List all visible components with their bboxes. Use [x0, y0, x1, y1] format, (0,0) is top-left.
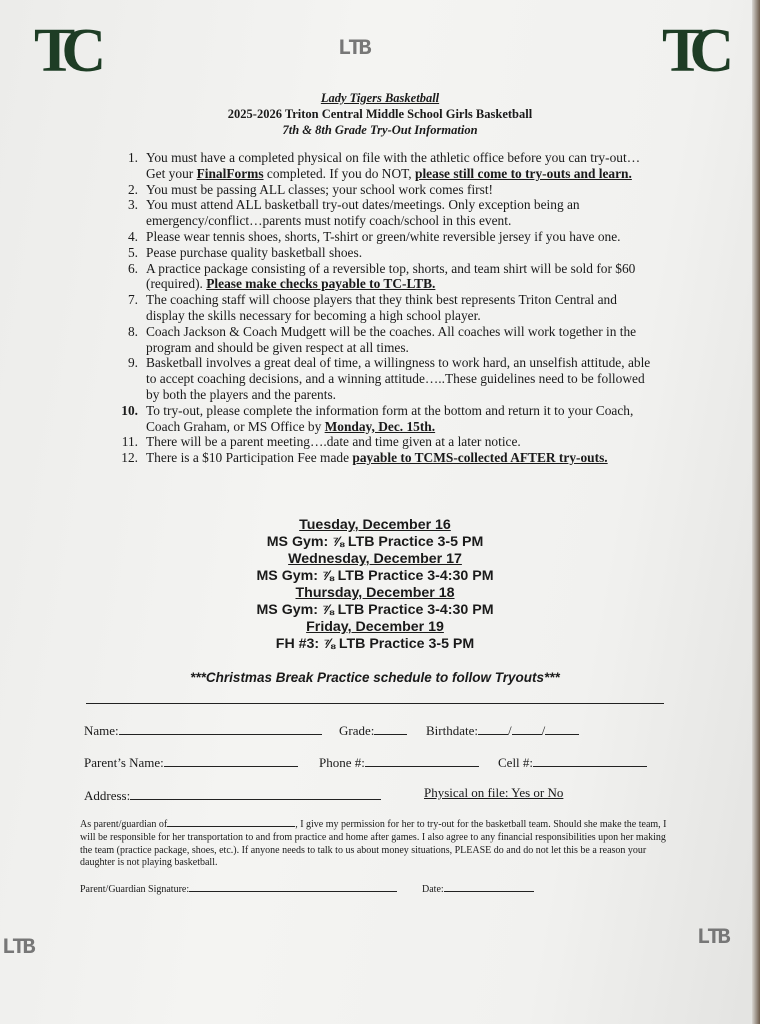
address-field[interactable]: Address:	[84, 787, 381, 804]
schedule-day: Tuesday, December 16	[299, 517, 451, 533]
rule-item	[118, 450, 658, 466]
rule-item	[118, 434, 658, 450]
schedule-day: Wednesday, December 17	[288, 551, 462, 567]
document-title: 2025-2026 Triton Central Middle School Girls Basketball	[227, 107, 533, 121]
rule-item	[118, 403, 658, 435]
rule-emphasis: FinalForms	[196, 165, 264, 181]
document-subtitle: 7th & 8th Grade Try-Out Information	[282, 123, 478, 137]
rule-number: 8.	[127, 323, 138, 339]
tc-logo-top-right: TC	[662, 17, 721, 85]
rule-text: You must have a completed physical on file with the athletic office before you can try-out…Get your	[146, 150, 641, 181]
daughter-name-field[interactable]	[167, 817, 295, 827]
tc-logo-top-left: TC	[34, 17, 93, 85]
schedule-day: Friday, December 19	[306, 619, 444, 635]
rule-text: Please wear tennis shoes, shorts, T-shirt or green/white reversible jersey if you have one.	[146, 228, 621, 244]
rule-text: The coaching staff will choose players that they think best represents Triton Central and display the skills necessary for becoming a high school player.	[146, 292, 617, 323]
rule-text: You must be passing ALL classes; your school work comes first!	[146, 181, 494, 197]
rule-number: 2.	[127, 181, 138, 197]
rule-text: Coach Jackson & Coach Mudgett will be the coaches. All coaches will work together in the program and should be given respect at all times.	[146, 323, 637, 355]
rule-item	[118, 324, 658, 356]
rule-number: 5.	[127, 244, 138, 260]
rule-text: To try-out, please complete the information form at the bottom and return it to your Coach, Coach Graham, or MS Office by	[146, 402, 634, 434]
ltb-logo-bottom-right: LTB	[697, 925, 728, 950]
rule-item	[118, 292, 658, 324]
rule-item	[118, 182, 658, 198]
tryout-schedule	[0, 517, 750, 653]
name-field[interactable]: Name:	[84, 722, 322, 739]
rule-number: 6.	[127, 260, 138, 276]
schedule-detail: MS Gym: ⅞ LTB Practice 3-4:30 PM	[256, 602, 494, 618]
rule-number: 10.	[121, 402, 138, 418]
rule-emphasis: Please make checks payable to TC-LTB.	[206, 276, 436, 292]
rule-text: Pease purchase quality basketball shoes.	[146, 244, 363, 260]
ltb-logo-top: LTB	[338, 36, 369, 61]
schedule-detail: MS Gym: ⅞ LTB Practice 3-4:30 PM	[256, 568, 494, 584]
schedule-detail: MS Gym: ⅞ LTB Practice 3-5 PM	[266, 534, 484, 550]
rule-item	[118, 245, 658, 261]
rule-emphasis: Monday, Dec. 15th.	[324, 418, 436, 434]
rule-item	[118, 229, 658, 245]
rule-text: There will be a parent meeting….date and time given at a later notice.	[146, 434, 521, 450]
rule-number: 9.	[127, 355, 138, 371]
rule-item	[118, 150, 658, 182]
document-header	[0, 90, 760, 138]
rule-item	[118, 355, 658, 402]
rule-number: 1.	[127, 150, 138, 165]
rule-number: 11.	[121, 434, 138, 450]
team-name: Lady Tigers Basketball	[320, 91, 440, 105]
consent-paragraph: As parent/guardian of , I give my permission for her to try-out for the basketball team. Should she make the team, I will be responsible for her transportation to and from practice and home after games. I also agree to any financial responsibilities upon her making the team (practice package, shoes, etc.). If anyone needs to talk to us about money situations, PLEASE do and do not let this be a reason your daughter is not playing basketball.	[80, 819, 667, 869]
parent-name-field[interactable]: Parent’s Name:	[84, 754, 298, 771]
photo-edge	[752, 0, 760, 1024]
rules-list	[118, 150, 658, 466]
rule-text: You must attend ALL basketball try-out dates/meetings. Only exception being an emergency/conflict…parents must notify coach/school in this event.	[146, 197, 580, 229]
rule-text: completed. If you do NOT,	[263, 165, 416, 181]
ltb-logo-bottom-left: LTB	[2, 935, 33, 960]
schedule-detail: FH #3: ⅞ LTB Practice 3-5 PM	[275, 636, 475, 652]
rule-item	[118, 261, 658, 293]
rule-number: 3.	[127, 197, 138, 213]
phone-field[interactable]: Phone #:	[319, 754, 479, 771]
physical-on-file-field[interactable]: Physical on file: Yes or No	[424, 785, 564, 800]
divider	[86, 703, 664, 704]
cell-field[interactable]: Cell #:	[498, 754, 647, 771]
rule-number: 7.	[127, 292, 138, 308]
rule-text: There is a $10 Participation Fee made	[146, 450, 353, 466]
rule-item	[118, 197, 658, 229]
rule-emphasis: please still come to try-outs and learn.	[415, 165, 632, 181]
signature-field[interactable]: Parent/Guardian Signature:	[80, 882, 397, 895]
rule-text: A practice package consisting of a reversible top, shorts, and team shirt will be sold for $60 (required).	[146, 260, 636, 292]
rule-emphasis: payable to TCMS-collected AFTER try-outs.	[352, 450, 608, 466]
birthdate-field[interactable]: Birthdate: / /	[426, 722, 579, 739]
date-field[interactable]: Date:	[422, 882, 534, 895]
rule-number: 12.	[121, 450, 138, 466]
rule-number: 4.	[127, 228, 138, 244]
schedule-day: Thursday, December 18	[295, 585, 455, 601]
grade-field[interactable]: Grade:	[339, 722, 407, 739]
christmas-note: ***Christmas Break Practice schedule to follow Tryouts***	[190, 670, 560, 685]
rule-text: Basketball involves a great deal of time, a willingness to work hard, an unselfish attitude, able to accept coaching decisions, and a winning attitude…..These guidelines need to be followed by both the players and the parents.	[146, 355, 651, 402]
